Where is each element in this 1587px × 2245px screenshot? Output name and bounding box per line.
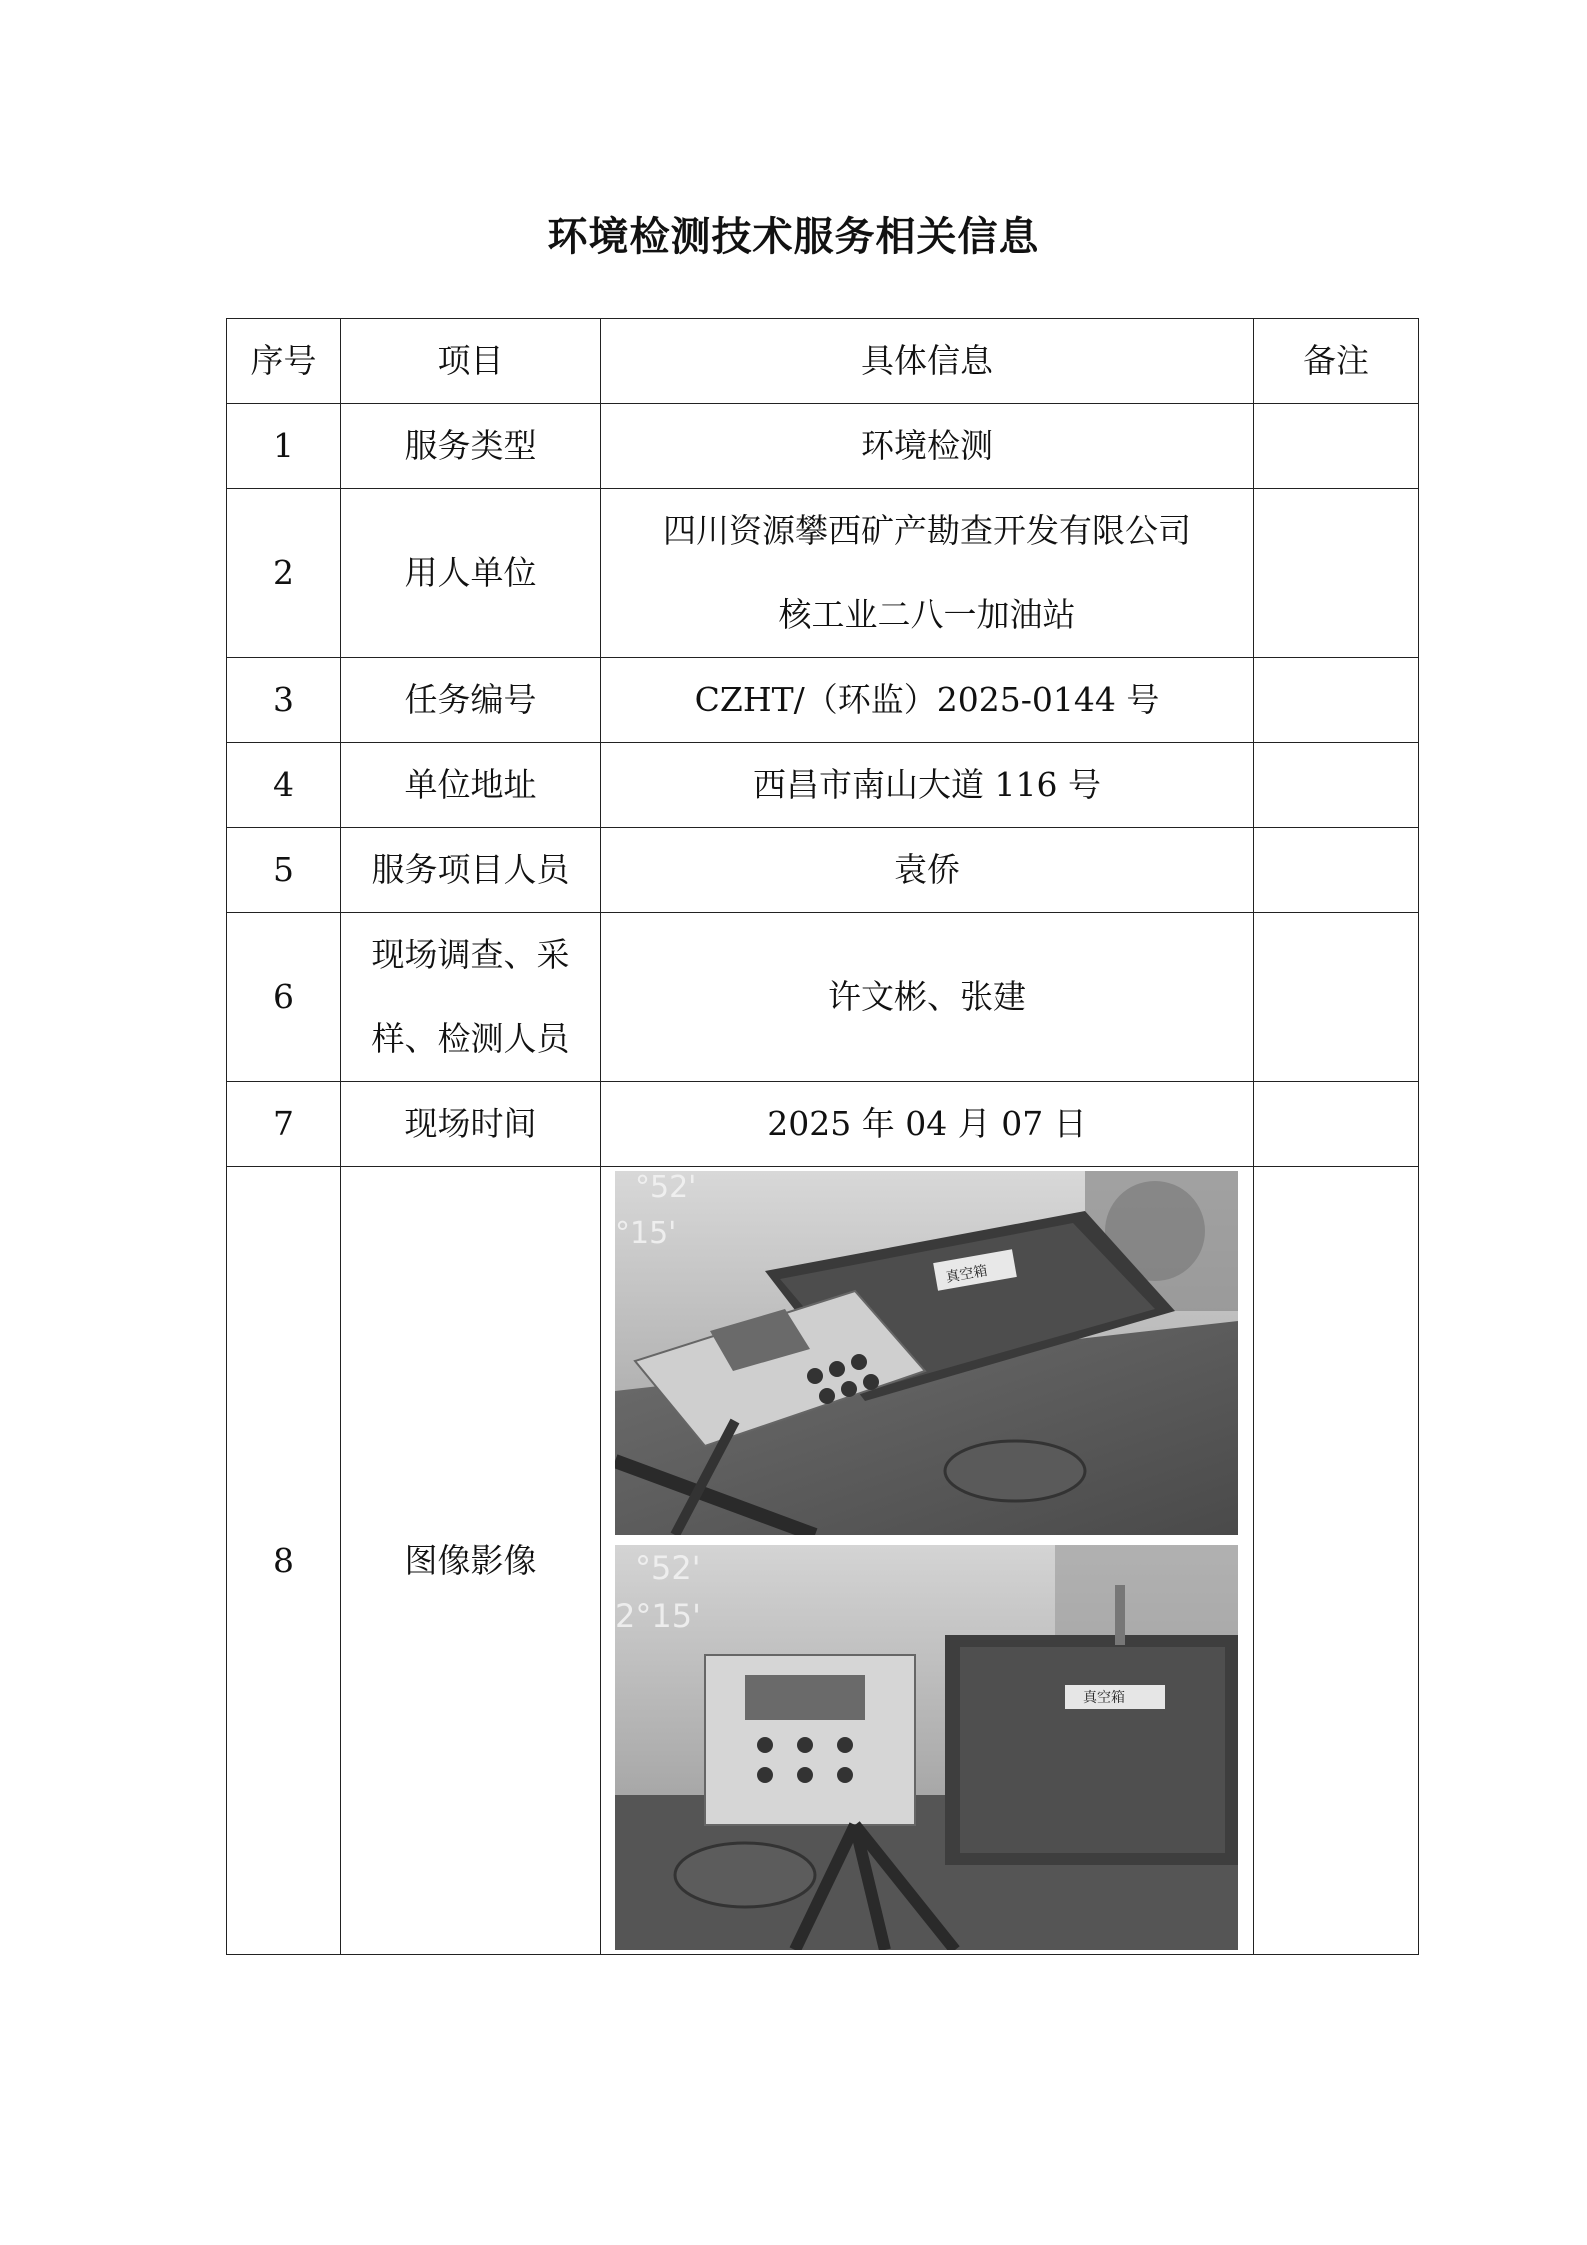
table-header-row (227, 319, 1419, 404)
photo-2-device-label: 真空箱 (1083, 1690, 1125, 1706)
row-detail: 环境检测 (601, 404, 1254, 489)
row-item: 现场时间 (341, 1082, 601, 1167)
row-remark (1254, 743, 1419, 828)
row-remark (1254, 1167, 1419, 1955)
field-photo-1-graphic (615, 1171, 1238, 1535)
field-photo-1 (615, 1171, 1238, 1535)
row-detail (601, 489, 1254, 658)
row-remark (1254, 658, 1419, 743)
row-item: 用人单位 (341, 489, 601, 658)
row-index: 5 (227, 828, 341, 913)
row-detail: CZHT/（环监）2025-0144 号 (601, 658, 1254, 743)
row-index: 3 (227, 658, 341, 743)
table-row (227, 489, 1419, 658)
row-remark (1254, 828, 1419, 913)
item-line-1: 现场调查、采 (371, 935, 570, 974)
table-row (227, 1167, 1419, 1955)
field-photo-2-graphic (615, 1545, 1238, 1950)
row-item (341, 913, 601, 1082)
row-item: 任务编号 (341, 658, 601, 743)
row-detail: 2025 年 04 月 07 日 (601, 1082, 1254, 1167)
photo-1-device-label: 真空箱 (944, 1262, 989, 1287)
row-item: 单位地址 (341, 743, 601, 828)
photo-2-overlay-text-2: 2°15' (615, 1597, 701, 1635)
table-row (227, 1082, 1419, 1167)
header-remark: 备注 (1254, 319, 1419, 404)
photo-1-overlay-text-1: °52' (635, 1171, 697, 1205)
info-table (226, 318, 1419, 1955)
table-row (227, 404, 1419, 489)
row-index: 4 (227, 743, 341, 828)
photo-cell (601, 1167, 1254, 1955)
row-remark (1254, 489, 1419, 658)
detail-line-2: 核工业二八一加油站 (778, 595, 1076, 634)
row-index: 8 (227, 1167, 341, 1955)
row-remark (1254, 1082, 1419, 1167)
row-index: 6 (227, 913, 341, 1082)
row-index: 1 (227, 404, 341, 489)
photo-2-overlay-text-1: °52' (635, 1549, 701, 1587)
row-item: 服务类型 (341, 404, 601, 489)
row-item: 服务项目人员 (341, 828, 601, 913)
row-detail: 袁侨 (601, 828, 1254, 913)
row-index: 2 (227, 489, 341, 658)
header-detail: 具体信息 (601, 319, 1254, 404)
header-item: 项目 (341, 319, 601, 404)
table-row (227, 743, 1419, 828)
row-index: 7 (227, 1082, 341, 1167)
row-item: 图像影像 (341, 1167, 601, 1955)
header-index: 序号 (227, 319, 341, 404)
table-row (227, 658, 1419, 743)
table-row (227, 913, 1419, 1082)
row-detail: 许文彬、张建 (601, 913, 1254, 1082)
row-detail: 西昌市南山大道 116 号 (601, 743, 1254, 828)
field-photo-2 (615, 1545, 1238, 1950)
detail-line-1: 四川资源攀西矿产勘查开发有限公司 (663, 511, 1191, 550)
table-row (227, 828, 1419, 913)
item-line-2: 样、检测人员 (371, 1019, 570, 1058)
row-remark (1254, 404, 1419, 489)
photo-1-overlay-text-2: °15' (615, 1216, 677, 1251)
row-remark (1254, 913, 1419, 1082)
document-title: 环境检测技术服务相关信息 (547, 213, 1040, 260)
